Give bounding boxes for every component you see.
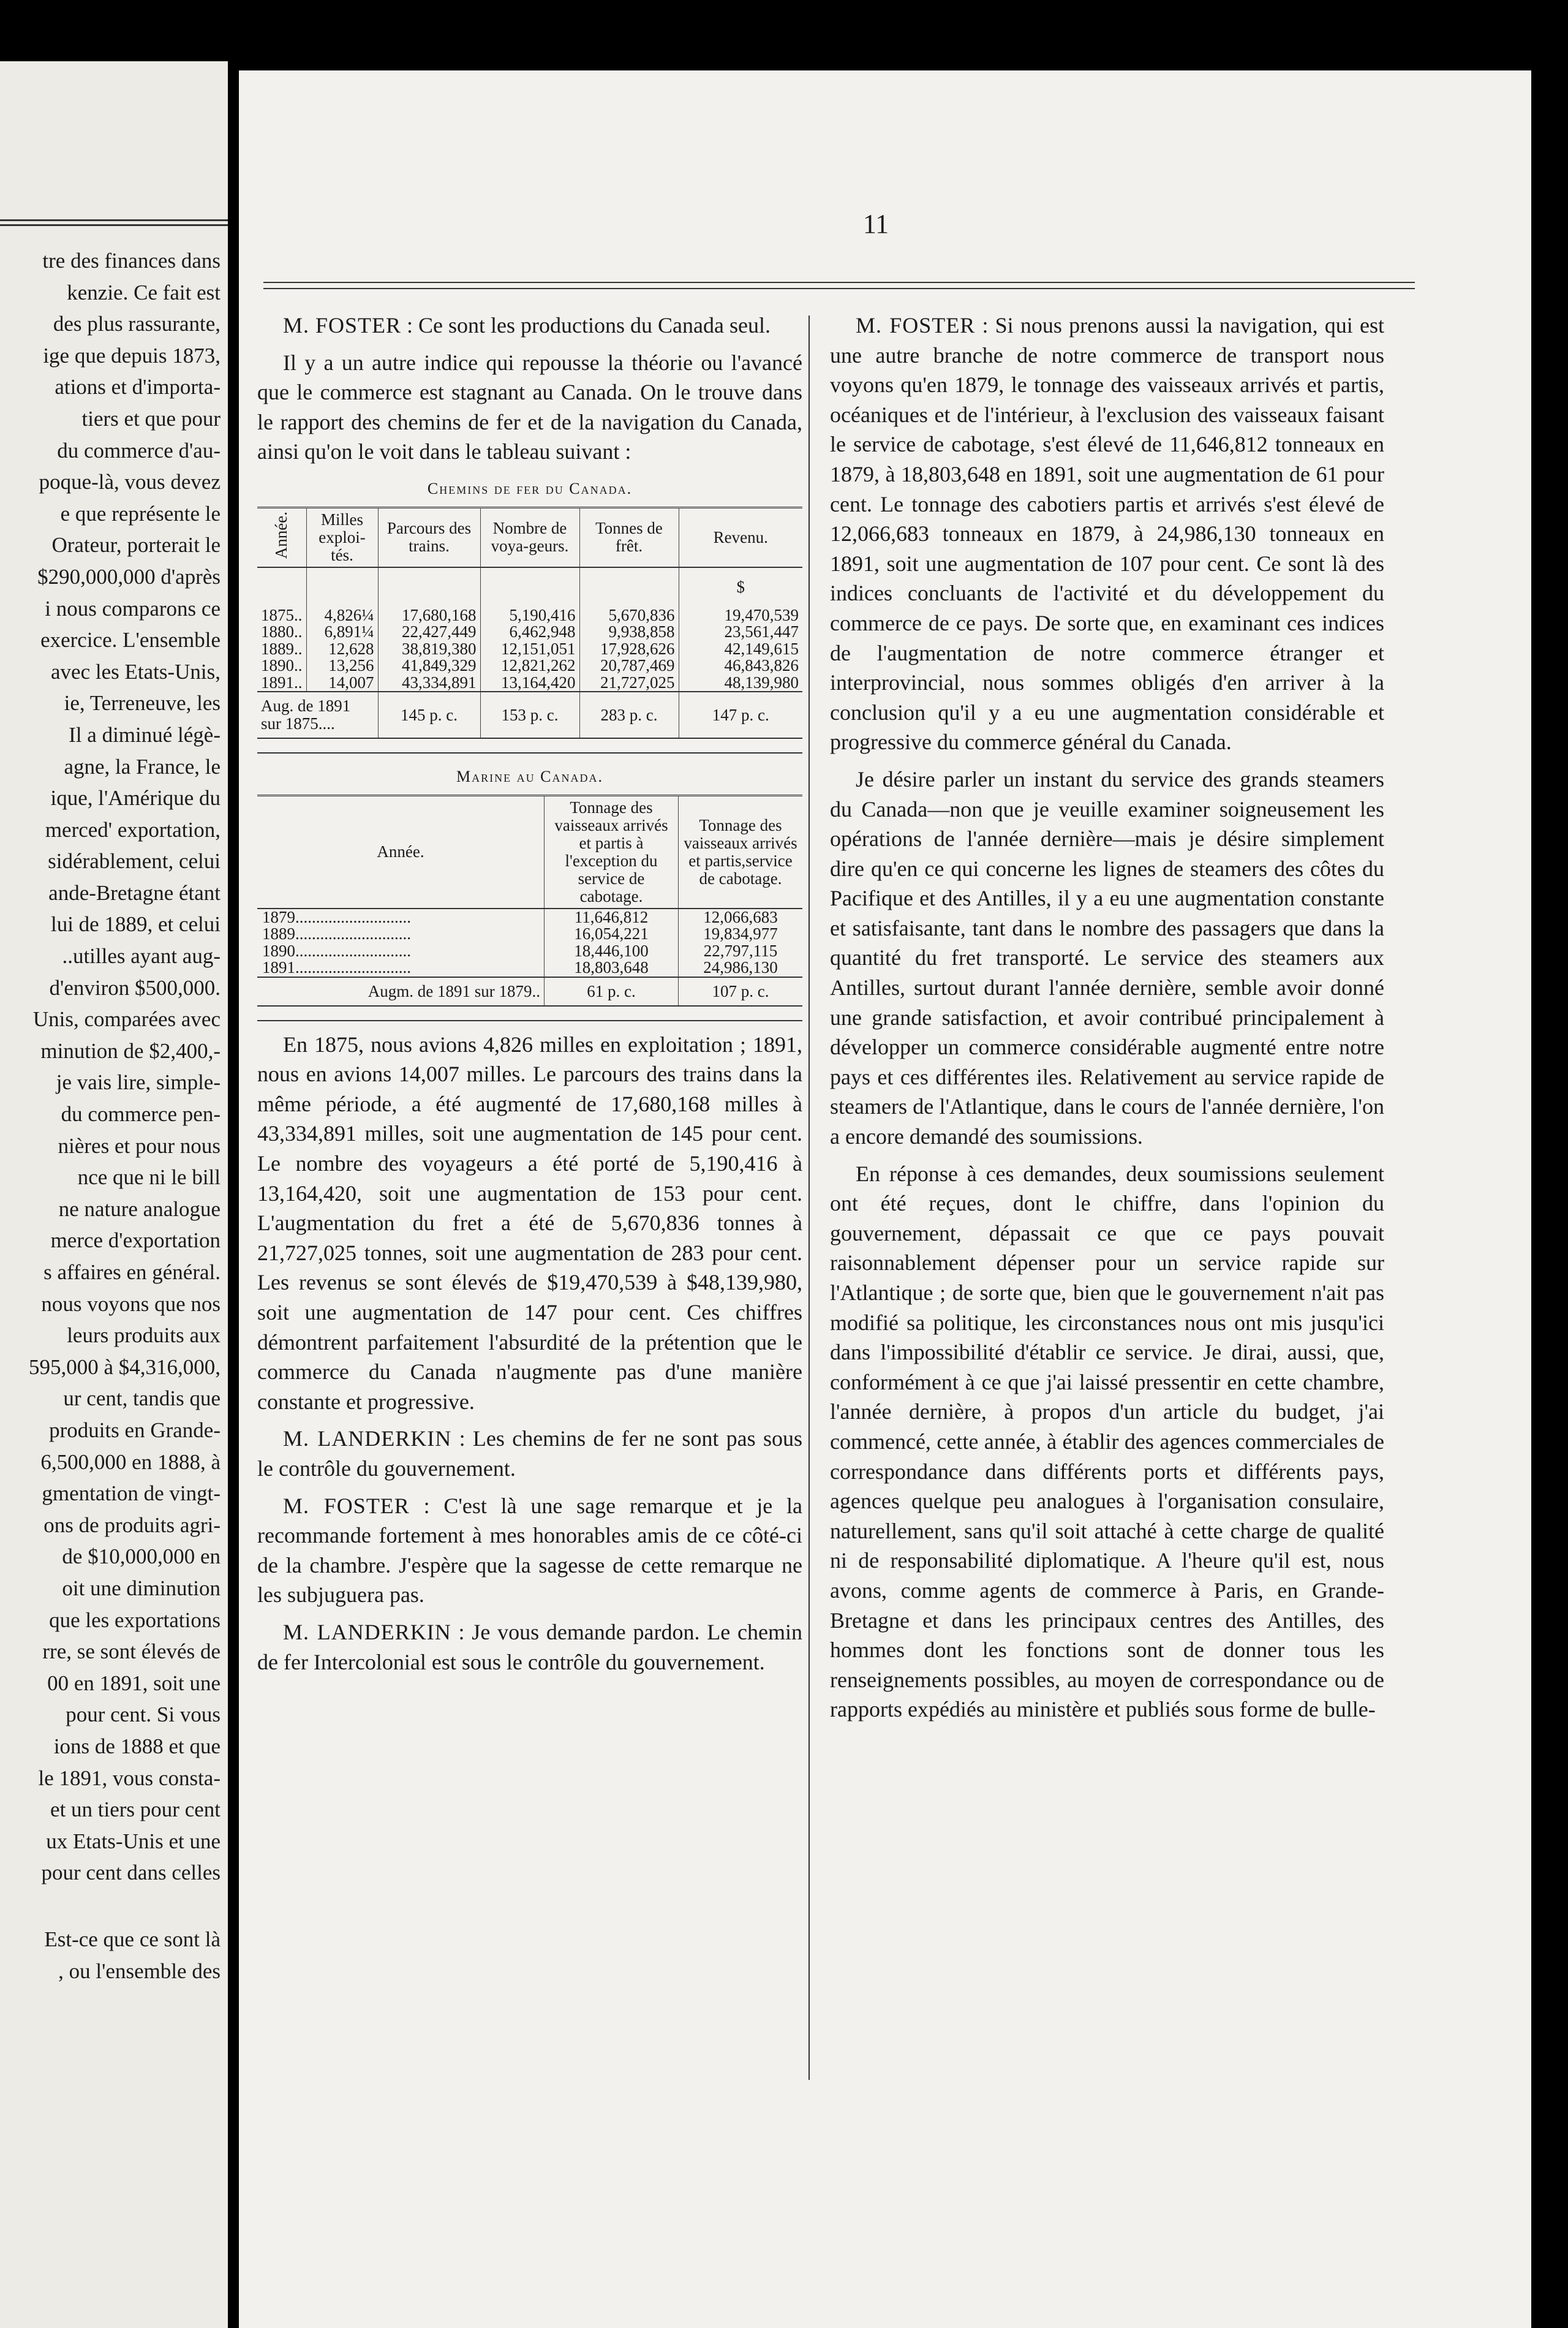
table-row [257,926,802,943]
table-summary-row [257,977,802,1006]
table-cell: 12,066,683 [703,907,778,926]
left-fragment-lines [0,245,221,1889]
table-cell: 6,462,948 [480,624,579,641]
table-cell: 153 p. c. [480,692,579,738]
table-cell: 19,834,977 [703,924,778,943]
left-fragment-line: kenzie. Ce fait est [67,280,221,304]
speaker-name: M. FOSTER [283,1493,410,1518]
table-cell: 17,680,168 [378,607,480,624]
page-gutter [228,61,239,2328]
left-page-fragment [0,61,228,2328]
table-cell: 20,787,469 [579,657,679,675]
left-fragment-line: lui de 1889, et celui [50,912,221,937]
left-fragment-line: minution de $2,400,- [40,1038,221,1063]
left-fragment-line: sidérablement, celui [48,849,221,874]
left-fragment-line: et un tiers pour cent [50,1797,221,1822]
left-fragment-line: poque-là, vous devez [39,470,221,494]
left-fragment-line: i nous comparons ce [45,596,221,621]
table-cell: 4,826¼ [306,607,378,624]
page-number: 11 [862,209,889,239]
left-fragment-line: ations et d'importa- [55,375,221,399]
left-fragment-rule [0,224,228,226]
left-fragment-line: s affaires en général. [43,1260,221,1284]
table-row [257,624,802,641]
table-cell: 38,819,380 [378,641,480,658]
table-cell: 18,446,100 [545,943,679,960]
table-cell: 107 p. c. [679,977,803,1006]
left-fragment-line: le 1891, vous consta- [38,1766,221,1790]
left-fragment-line: Il a diminué légè- [69,722,221,747]
railway-table-caption: Chemins de fer du Canada. [427,479,633,497]
table-cell: 42,149,615 [724,639,799,658]
left-fragment-line: 6,500,000 en 1888, à [40,1449,221,1474]
table-header: Année. [257,795,545,909]
left-fragment-line: du commerce d'au- [57,438,221,463]
table-cell: 46,843,826 [724,656,799,675]
left-fragment-line: du commerce pen- [61,1102,221,1127]
table-cell: 12,628 [306,641,378,658]
left-fragment-line: ique, l'Amérique du [50,786,221,811]
table-cell: 21,727,025 [579,675,679,692]
left-fragment-line: ux Etats-Unis et une [46,1829,221,1853]
currency-label: $ [736,578,745,597]
left-fragment-line: avec les Etats-Unis, [51,659,221,684]
table-cell: 147 p. c. [679,692,802,738]
paragraph-text: : C'est là une sage remarque et je la recommande fortement à mes honorables amis de ce côté-ci de la chambre. J'espère que la sagesse de cette remarque ne les subjuguera pas. [257,1493,802,1608]
table-cell: Augm. de 1891 sur 1879.. [257,977,545,1006]
paragraph-text: : Si nous prenons aussi la navigation, qui est une autre branche de notre commerce de transport nous voyons qu'en 1879, le tonnage des vaisseaux arrivés et partis, océaniques et de l'intérieur, à l'exclusion des vaisseaux faisant le service de cabotage, s'est élevé de 11,646,812 tonneaux en 1879, à 18,803,648 en 1891, soit une augmentation de 61 pour cent. Le tonnage des cabotiers partis et arrivés s'est élevé de 12,066,683 tonneaux en 1879, à 24,986,130 tonneaux en 1891, soit une augmentation de 107 pour cent. Ce sont là des indices concluants de l'activité et du développement du commerce de ce pays. De sorte que, en examinant ces indices de l'augmentation de notre commerce étranger et interprovincial, nous sommes obligés d'en arriver à la conclusion qu'il y a eu une augmentation considérable et progressive du commerce général du Canada. [830,313,1384,755]
left-fragment-line: d'environ $500,000. [49,975,221,1000]
table-cell: 1890.. [257,657,306,675]
table-cell: 5,670,836 [579,607,679,624]
table-summary-row [257,692,802,738]
left-fragment-line: nce que ni le bill [77,1165,221,1190]
table-cell: 14,007 [306,675,378,692]
table-cell: 1890............................ [257,943,545,960]
left-fragment-line: tiers et que pour [81,406,221,431]
table-end-rule [257,1020,802,1021]
table-cell: 17,928,626 [579,641,679,658]
left-fragment-line: exercice. L'ensemble [40,628,221,652]
table-cell: 1889............................ [257,926,545,943]
table-cell: 24,986,130 [703,958,778,977]
paragraph [257,1424,802,1483]
left-fragment-line: agne, la France, le [64,754,221,779]
table-cell: 5,190,416 [480,607,579,624]
left-fragment-line: gmentation de vingt- [42,1481,221,1506]
table-header: Parcours des trains. [378,507,480,567]
table-cell: 1889.. [257,641,306,658]
left-fragment-line: ons de produits agri- [43,1513,221,1537]
table-cell: 13,256 [306,657,378,675]
table-cell: 1879............................ [257,909,545,926]
table-cell: 22,797,115 [703,941,778,960]
left-fragment-line: ie, Terreneuve, les [64,691,221,716]
table-cell: Aug. de 1891 sur 1875.... [257,692,378,738]
table-cell: 13,164,420 [480,675,579,692]
table-cell: 12,151,051 [480,641,579,658]
right-column [830,311,1384,1732]
table-cell: 283 p. c. [579,692,679,738]
left-fragment-line: leurs produits aux [67,1323,221,1348]
table-cell: 1880.. [257,624,306,641]
table-row [257,959,802,977]
table-cell: 16,054,221 [545,926,679,943]
paragraph-text: : Je vous demande pardon. Le chemin de fer Intercolonial est sous le contrôle du gouvernement. [257,1619,802,1674]
left-fragment-tail [0,1924,221,1987]
left-fragment-tail-line: Est-ce que ce sont là [44,1927,221,1951]
paragraph [257,1491,802,1610]
header-rule [263,282,1415,283]
table-end-rule [257,752,802,754]
table-header: Tonnage des vaisseaux arrivés et partis,service de cabotage. [679,795,803,909]
paragraph: En 1875, nous avions 4,826 milles en exploitation ; 1891, nous en avions 14,007 milles. Le parcours des trains dans la même période, a été augmenté de 17,680,168 milles à 43,334,891 milles, soit une augmentation de 145 pour cent. Le nombre des voyageurs a été porté de 5,190,416 à 13,164,420, soit une augmentation de 153 pour cent. L'augmentation du fret a été de 5,670,836 tonnes à 21,727,025 tonnes, soit une augmentation de 283 pour cent. Les revenus se sont élevés de $19,470,539 à $48,139,980, soit une augmentation de 147 pour cent. Ces chiffres démontrent parfaitement l'absurdité de la prétention que le commerce du Canada n'augmente pas d'une manière constante et progressive. [257,1032,802,1414]
table-header: Nombre de voya-geurs. [480,507,579,567]
header-rule [263,288,1415,289]
left-fragment-line: je vais lire, simple- [56,1070,221,1095]
table-cell: 41,849,329 [378,657,480,675]
table-row [257,567,802,607]
left-fragment-line: ions de 1888 et que [53,1734,221,1758]
table-cell: 12,821,262 [480,657,579,675]
left-fragment-line: tre des finances dans [42,249,221,273]
table-cell: 1875.. [257,607,306,624]
table-header: Tonnes de frêt. [579,507,679,567]
paragraph [257,311,802,341]
table-cell: 22,427,449 [378,624,480,641]
table-cell: 23,561,447 [724,622,799,641]
header-label: Année. [272,512,291,559]
speaker-name: M. LANDERKIN [283,1426,452,1451]
table-cell: 1891............................ [257,959,545,977]
paragraph: Je désire parler un instant du service des grands steamers du Canada—non que je veuille examiner soigneusement les opérations de l'année dernière—mais je désire simplement dire qu'en ce qui concerne les lignes de steamers des côtes du Pacifique et des Antilles, il y a eu une augmentation constante et satisfaisante, tant dans le nombre des passagers que dans la quantité du fret transporté. Le service des steamers aux Antilles, surtout durant l'année dernière, semble avoir donné une grande satisfaction, et avoir contribué principalement à développer un commerce considérable augmenté entre notre pays et ces différentes iles. Relativement au service rapide de steamers de l'Atlantique, dans le cours de l'année dernière, l'on a encore demandé des soumissions. [830,766,1384,1149]
left-column [257,311,802,1684]
paragraph-text: : Les chemins de fer ne sont pas sous le contrôle du gouvernement. [257,1426,802,1481]
table-row [257,607,802,624]
table-cell: 48,139,980 [724,673,799,692]
table-cell: 145 p. c. [378,692,480,738]
left-fragment-line: Unis, comparées avec [32,1007,221,1032]
speaker-name: M. FOSTER [283,313,402,338]
table-row [257,675,802,692]
paragraph-text: : Ce sont les productions du Canada seul. [401,313,771,338]
left-fragment-line: nières et pour nous [58,1133,221,1158]
left-fragment-line: ur cent, tandis que [63,1386,221,1411]
left-fragment-line: ne nature analogue [58,1196,221,1221]
left-fragment-line: des plus rassurante, [53,312,221,336]
railway-table [257,507,802,739]
left-fragment-line: merce d'exportation [50,1228,221,1253]
table-cell: 61 p. c. [545,977,679,1006]
left-fragment-line: Orateur, porterait le [51,533,221,557]
table-header [257,507,306,567]
table-header: Revenu. [679,507,802,567]
left-fragment-line: pour cent. Si vous [66,1703,221,1727]
left-fragment-tail-line: , ou l'ensemble des [58,1959,221,1983]
left-fragment-line: ande-Bretagne étant [48,880,221,905]
table-cell: 11,646,812 [545,909,679,926]
table-cell: 9,938,858 [579,624,679,641]
table-header: Milles exploi-tés. [306,507,378,567]
table-header: Tonnage des vaisseaux arrivés et partis à l'exception du service de cabotage. [545,795,679,909]
left-fragment-line: que les exportations [49,1608,221,1632]
left-fragment-line: ..utilles ayant aug- [62,944,221,969]
table-cell: 6,891¼ [306,624,378,641]
column-divider [809,316,810,2080]
speaker-name: M. FOSTER [856,313,976,338]
paragraph [830,311,1384,757]
marine-table-caption: Marine au Canada. [456,768,603,786]
paragraph: En réponse à ces demandes, deux soumissions seulement ont été reçues, dont le chiffre, dans l'opinion du gouvernement, dépassait ce que ce pays pouvait raisonnablement dépenser pour un service rapide sur l'Atlantique ; de sorte que, bien que le gouvernement n'ait pas modifié sa politique, les circonstances nous ont mis jusqu'ici dans l'impossibilité d'établir ce service. Je dirai, aussi, que, conformément à ce que j'ai laissé pressentir en cette chambre, l'année dernière, à propos d'un article du budget, j'ai commencé, cette année, à établir des agences commerciales de correspondance dans différents ports et différents pays, agences quelque peu analogues à l'organisation consulaire, naturellement, sans qu'il soit attaché à cette charge de qualité ni de responsabilité diplomatique. A l'heure qu'il est, nous avons, comme agents de commerce à Paris, en Grande-Bretagne et dans les principaux centres des Antilles, des hommes dont les fonctions sont de donner tous les renseignements possibles, au moyen de correspondance ou de rapports expédiés au ministère et publiés sous forme de bulle- [830,1161,1384,1722]
table-cell: 1891.. [257,675,306,692]
left-fragment-line: rre, se sont élevés de [42,1639,221,1664]
left-fragment-line: e que représente le [60,501,221,526]
table-row [257,943,802,960]
table-cell: 43,334,891 [378,675,480,692]
document-page [239,70,1531,2328]
paragraph [257,1617,802,1677]
left-fragment-line: nous voyons que nos [41,1291,221,1316]
table-row [257,909,802,926]
left-fragment-line: 595,000 à $4,316,000, [28,1355,221,1379]
left-fragment-line: oit une diminution [62,1576,221,1600]
table-row [257,641,802,658]
table-row [257,657,802,675]
left-fragment-line: $290,000,000 d'après [37,564,221,589]
marine-table [257,795,802,1007]
speaker-name: M. LANDERKIN [283,1619,451,1644]
left-fragment-line: pour cent dans celles [41,1861,221,1885]
left-fragment-line: ige que depuis 1873, [43,343,221,368]
left-fragment-rule [0,219,228,221]
table-cell: 18,803,648 [545,959,679,977]
paragraph: Il y a un autre indice qui repousse la théorie ou l'avancé que le commerce est stagnant au Canada. On le trouve dans le rapport des chemins de fer et de la navigation du Canada, ainsi qu'on le voit dans le tableau suivant : [257,350,802,464]
left-fragment-line: 00 en 1891, soit une [47,1671,221,1695]
left-fragment-line: merced' exportation, [45,817,221,842]
table-cell: 19,470,539 [724,605,799,624]
left-fragment-line: produits en Grande- [49,1418,221,1442]
left-fragment-line: de $10,000,000 en [62,1544,221,1569]
